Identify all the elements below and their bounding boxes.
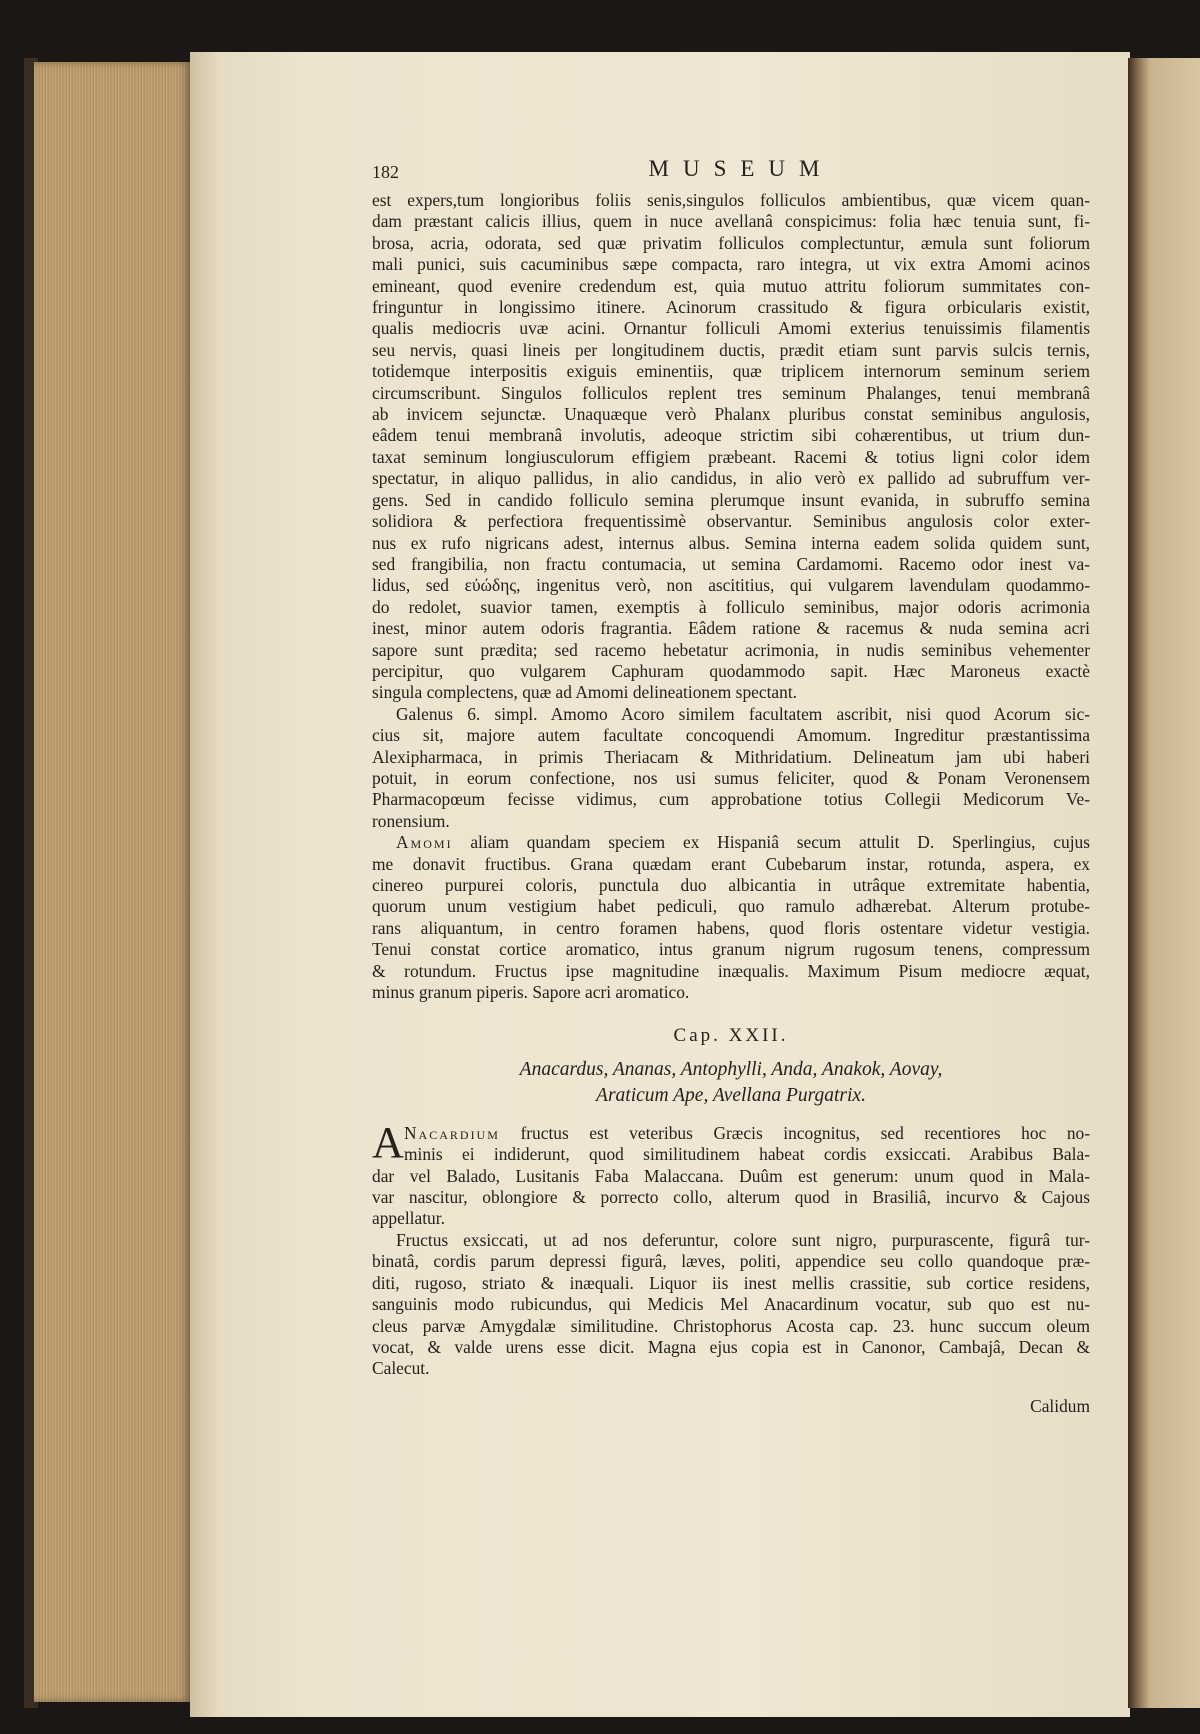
paragraph-amomi-species — [372, 832, 1090, 1003]
text-line: ab invicem sejunctæ. Unaquæque verò Phalanx pluribus constat seminibus angulosis, — [372, 404, 1090, 425]
text-line: Calecut. — [372, 1358, 430, 1379]
paragraph-galenus — [372, 704, 1090, 832]
chapter-subtitle-line-2: Araticum Ape, Avellana Purgatrix. — [596, 1084, 866, 1106]
chapter-subtitle — [372, 1057, 1090, 1109]
text-line: Tenui constat cortice aromatico, intus granum nigrum rugosum tenens, compressum — [372, 939, 1090, 960]
lead-word: Amomi — [396, 832, 453, 853]
page-number: 182 — [372, 162, 399, 182]
text-line: circumscribunt. Singulos folliculos replent tres seminum Phalanges, tenui membranâ — [372, 382, 1090, 403]
text-line: do redolet, suavior tamen, exemptis à folliculo seminibus, major odoris acrimonia — [372, 596, 1090, 617]
text-line: nus ex rufo nigricans adest, internus albus. Semina interna eadem solida quidem sunt, — [372, 532, 1090, 553]
text-line: quorum unum vestigium habet pediculi, quo ramulo adhærebat. Alterum protube- — [372, 896, 1090, 917]
chapter-heading: Cap. XXII. — [673, 1025, 789, 1047]
paragraph-amomum-description — [372, 190, 1090, 704]
text-line: Fructus exsiccati, ut ad nos deferuntur, colore sunt nigro, purpurascente, figurâ tur- — [396, 1229, 1090, 1250]
text-line: gens. Sed in candido folliculo semina plerumque insunt evanida, in subruffo semina — [372, 489, 1090, 510]
text-line: qualis mediocris uvæ acini. Ornantur folliculi Amomi exterius tenuissimis filamentis — [372, 318, 1090, 339]
running-head — [372, 158, 1090, 188]
catchword: Calidum — [1030, 1395, 1090, 1416]
running-title: MUSEUM — [648, 156, 834, 181]
text-line: binatâ, cordis parum depressi figurâ, læves, politi, appendice seu collo quandoque præ- — [372, 1251, 1090, 1272]
text-line: sed frangibilia, non fractu contumacia, ut semina Cardamomi. Racemo odor inest va- — [372, 553, 1090, 574]
text-line: seu nervis, quasi lineis per longitudinem ductis, prædit etiam sunt parvis sulcis ternis, — [372, 339, 1090, 360]
chapter-paragraph-anacardium — [372, 1117, 1090, 1230]
chapter-paragraph-fructus — [372, 1230, 1090, 1380]
text-line: dar vel Balado, Lusitanis Faba Malaccana. Duûm est generum: unum quod in Mala- — [372, 1165, 1090, 1186]
text-line: var nascitur, oblongiore & porrecto collo, alterum quod in Brasiliâ, incurvo & Cajous — [372, 1187, 1090, 1208]
page-text — [372, 158, 1090, 1417]
text-line: lidus, sed εὐώδης, ingenitus verò, non ascititius, qui vulgarem lavendulam quodammo- — [372, 575, 1090, 596]
text-line: mali punici, suis cacuminibus sæpe compacta, raro integra, ut vix extra Amomi acinos — [372, 254, 1090, 275]
drop-cap: A — [372, 1117, 404, 1167]
text-line: est expers,tum longioribus foliis senis,singulos folliculos ambientibus, quæ vicem quan- — [372, 190, 1090, 210]
text-line: vocat, & valde urens esse dicit. Magna ejus copia est in Canonor, Cambajâ, Decan & — [372, 1336, 1090, 1357]
text-line: Nacardium fructus est veteribus Græcis incognitus, sed recentiores hoc no- — [404, 1122, 1090, 1143]
text-line: me donavit fructibus. Grana quædam erant Cubebarum instar, rotunda, aspera, ex — [372, 853, 1090, 874]
text-line: ronensium. — [372, 810, 450, 831]
text-line: sanguinis modo rubicundus, qui Medicis Mel Anacardinum vocatur, sub quo est nu- — [372, 1294, 1090, 1315]
text-line: fringuntur in longissimo itinere. Acinorum crassitudo & figura orbicularis existit, — [372, 297, 1090, 318]
lead-word: Nacardium — [404, 1122, 500, 1143]
text-line: singula complectens, quæ ad Amomi delineationem spectant. — [372, 682, 798, 703]
text-line: cleus parvæ Amygdalæ similitudine. Christophorus Acosta cap. 23. hunc succum oleum — [372, 1315, 1090, 1336]
text-line: eâdem tenui membranâ involutis, adeoque strictim sibi cohærentibus, ut trium dun- — [372, 425, 1090, 446]
text-line: emineant, quod evenire credendum est, quia mutuo attritu foliorum summitates con- — [372, 275, 1090, 296]
chapter-subtitle-line-1: Anacardus, Ananas, Antophylli, Anda, Anakok, Aovay, — [519, 1058, 943, 1080]
text-line: minis ei indiderunt, quod similitudinem habeat cordis exsiccati. Arabibus Bala- — [404, 1144, 1090, 1165]
text-line: appellatur. — [372, 1208, 445, 1229]
text-line: brosa, acria, odorata, sed quæ privatim folliculos complectuntur, æmula sunt foliorum — [372, 232, 1090, 253]
text-line: inest, minor autem odoris fragrantia. Eâdem ratione & racemus & nuda semina acri — [372, 618, 1090, 639]
text-line: potuit, in eorum confectione, nos usi sumus feliciter, quod & Ponam Veronensem — [372, 767, 1090, 788]
text-line: Amomi aliam quandam speciem ex Hispaniâ secum attulit D. Sperlingius, cujus — [396, 832, 1090, 853]
text-line: spectatur, in aliquo pallidus, in alio candidus, in alio verò ex pallido ad subruffum ver- — [372, 468, 1090, 489]
text-line: Alexipharmaca, in primis Theriacam & Mithridatium. Delineatum jam ubi haberi — [372, 746, 1090, 767]
text-line: minus granum piperis. Sapore acri aromatico. — [372, 982, 690, 1003]
text-line: solidiora & perfectiora frequentissimè observantur. Seminibus angulosis color exter- — [372, 511, 1090, 532]
text-line: diti, rugoso, striato & inæquali. Liquor iis inest mellis crassitie, sub cortice residens, — [372, 1272, 1090, 1293]
text-line: & rotundum. Fructus ipse magnitudine inæqualis. Maximum Pisum mediocre æquat, — [372, 960, 1090, 981]
text-line: Pharmacopœum fecisse vidimus, cum approbatione totius Collegii Medicorum Ve- — [372, 789, 1090, 810]
text-line: percipitur, quo vulgarem Caphuram quodammodo sapit. Hæc Maroneus exactè — [372, 660, 1090, 681]
text-line: taxat seminum longiusculorum effigiem præbeant. Racemi & totius ligni color idem — [372, 446, 1090, 467]
right-page-gutter — [1128, 58, 1200, 1708]
text-line: totidemque interpositis exiguis eminentiis, quæ triplicem internorum seminum seriem — [372, 361, 1090, 382]
text-line: cinereo purpurei coloris, punctula duo albicantia in utrâque extremitate habentia, — [372, 875, 1090, 895]
text-line: dam præstant calicis illius, quem in nuce avellanâ conspicimus: folia hæc tenuia sunt, fi- — [372, 211, 1090, 232]
text-line: Galenus 6. simpl. Amomo Acoro similem facultatem ascribit, nisi quod Acorum sic- — [396, 703, 1090, 724]
text-line: cius sit, majore autem facultate concoquendi Amomum. Ingreditur præstantissima — [372, 725, 1090, 746]
chapter-paragraph-lines — [372, 1117, 1090, 1230]
left-page-edges — [34, 62, 192, 1702]
text-line: sapore sunt prædita; sed racemo hebetatur acrimonia, in nudis seminibus vehementer — [372, 639, 1090, 660]
text-line: rans aliquantum, in centro foramen habens, quod floris ostentare videtur vestigia. — [372, 917, 1090, 938]
